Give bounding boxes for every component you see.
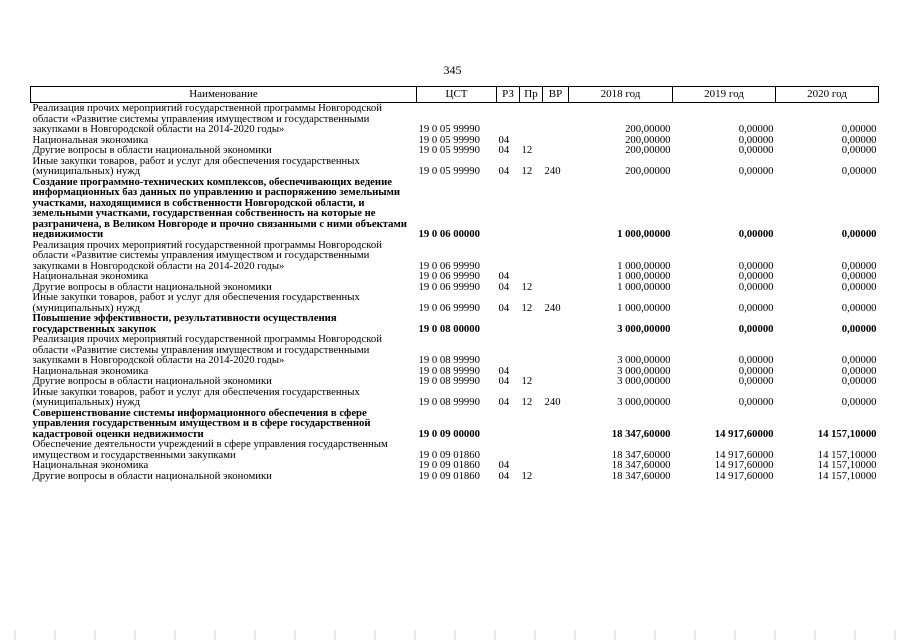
cell-cst: 19 0 06 99990 (418, 270, 480, 282)
header-vr: ВР (543, 87, 569, 103)
cell-cst: 19 0 05 99990 (418, 123, 480, 135)
header-cst: ЦСТ (417, 87, 497, 103)
cell-y2020: 14 157,10000 (817, 459, 877, 471)
cell-pr: 12 (521, 165, 533, 177)
cell-vr (543, 334, 569, 366)
cell-y2019: 14 917,60000 (714, 459, 774, 471)
page-number: 345 (443, 63, 462, 77)
cell-y2020: 14 157,10000 (817, 448, 877, 461)
cell-name: Создание программно-технических комплексов, обеспечивающих ведение информационных баз данных по управлению и распоряжению земельными участками, находящимися в собственности Новгородской области, и земельными участками, государственная собственность на которые не разграничена, в Великом Новгороде и прочно связанными с ними объектами недвижимости (32, 175, 407, 240)
cell-name: Реализация прочих мероприятий государственной программы Новгородской области «Развитие системы управления имуществом и государственными закупками в Новгородской области на 2014-2020 годы» (32, 102, 382, 135)
cell-rz: 04 (498, 144, 510, 156)
table-body (31, 103, 879, 482)
table-row (31, 145, 879, 156)
cell-y2020: 0,00000 (841, 375, 877, 387)
cell-rz (497, 408, 520, 440)
cell-rz: 04 (498, 375, 510, 387)
cell-rz: 04 (498, 459, 510, 471)
cell-cst: 19 0 06 99990 (418, 280, 480, 293)
table-header-row (31, 87, 879, 103)
table-row (31, 471, 879, 482)
cell-pr (520, 408, 543, 440)
table-row (31, 313, 879, 334)
cell-y2020: 0,00000 (841, 280, 877, 293)
cell-name: Национальная экономика (32, 133, 149, 146)
cell-y2018: 18 347,60000 (611, 448, 671, 461)
cell-y2019: 0,00000 (738, 144, 774, 156)
cell-y2020: 0,00000 (841, 301, 877, 314)
cell-pr (520, 103, 543, 135)
cell-pr (520, 271, 543, 282)
cell-y2020: 0,00000 (841, 364, 877, 377)
cell-pr (520, 439, 543, 460)
cell-vr (543, 313, 569, 334)
cell-pr (520, 460, 543, 471)
cell-y2018: 200,00000 (625, 133, 671, 146)
cell-vr (543, 439, 569, 460)
cell-cst: 19 0 08 99990 (418, 354, 480, 366)
cell-vr (543, 471, 569, 482)
cell-y2019: 0,00000 (738, 259, 774, 272)
budget-table (30, 86, 879, 481)
cell-name: Реализация прочих мероприятий государственной программы Новгородской области «Развитие системы управления имуществом и государственными закупками в Новгородской области на 2014-2020 годы» (32, 238, 382, 272)
cell-y2019: 0,00000 (738, 165, 774, 177)
cell-name: Другие вопросы в области национальной экономики (32, 280, 272, 293)
cell-cst: 19 0 08 99990 (418, 364, 480, 377)
cell-name: Совершенствование системы информационного обеспечения в сфере управления государственным имуществом и в сфере государственной кадастровой оценки недвижимости (32, 406, 371, 440)
cell-vr (543, 271, 569, 282)
cell-vr (543, 366, 569, 377)
cell-pr (520, 240, 543, 272)
cell-vr (543, 282, 569, 293)
cell-vr (543, 460, 569, 471)
cell-rz (497, 240, 520, 272)
cell-rz: 04 (498, 469, 510, 482)
table-row (31, 177, 879, 240)
cell-pr: 12 (521, 469, 533, 482)
cell-vr (543, 177, 569, 240)
header-2020: 2020 год (776, 87, 879, 103)
table-row (31, 271, 879, 282)
scan-noise-strip (0, 630, 905, 640)
header-rz: РЗ (497, 87, 520, 103)
cell-name: Иные закупки товаров, работ и услуг для обеспечения государственных (муниципальных) нужд (32, 291, 360, 314)
cell-y2020: 14 157,10000 (817, 469, 877, 482)
cell-pr: 12 (521, 280, 533, 293)
cell-y2020: 14 157,10000 (817, 427, 877, 440)
cell-name: Реализация прочих мероприятий государственной программы Новгородской области «Развитие системы управления имуществом и государственными закупками в Новгородской области на 2014-2020 годы» (32, 333, 382, 366)
cell-y2020: 0,00000 (841, 123, 877, 135)
cell-cst: 19 0 06 99990 (418, 301, 480, 314)
cell-y2020: 0,00000 (841, 259, 877, 272)
cell-y2018: 3 000,00000 (617, 322, 671, 335)
table-row (31, 460, 879, 471)
cell-cst: 19 0 06 99990 (418, 259, 480, 272)
cell-y2019: 0,00000 (738, 123, 774, 135)
cell-y2018: 1 000,00000 (617, 259, 671, 272)
cell-y2019: 14 917,60000 (714, 448, 774, 461)
cell-rz: 04 (498, 270, 510, 282)
cell-vr (543, 376, 569, 387)
cell-pr (520, 334, 543, 366)
cell-name: Национальная экономика (32, 270, 149, 282)
cell-y2018: 18 347,60000 (611, 427, 671, 440)
cell-y2019: 0,00000 (738, 354, 774, 366)
cell-y2020: 0,00000 (841, 354, 877, 366)
cell-cst: 19 0 06 00000 (418, 228, 480, 240)
cell-y2018: 200,00000 (625, 123, 671, 135)
header-pr: Пр (520, 87, 543, 103)
cell-y2019: 0,00000 (738, 375, 774, 387)
cell-rz (497, 334, 520, 366)
cell-y2019: 0,00000 (738, 280, 774, 293)
table-row (31, 240, 879, 272)
cell-vr (543, 408, 569, 440)
cell-y2018: 200,00000 (625, 165, 671, 177)
cell-rz: 04 (498, 301, 510, 314)
cell-rz: 04 (498, 165, 510, 177)
cell-vr (543, 103, 569, 135)
cell-name: Другие вопросы в области национальной экономики (32, 469, 272, 482)
header-2018: 2018 год (569, 87, 673, 103)
cell-rz: 04 (498, 133, 510, 146)
cell-y2018: 3 000,00000 (617, 375, 671, 387)
cell-y2019: 14 917,60000 (714, 469, 774, 482)
cell-cst: 19 0 05 99990 (418, 165, 480, 177)
cell-vr: 240 (544, 396, 561, 408)
cell-vr (543, 135, 569, 146)
cell-name: Повышение эффективности, результативности осуществления государственных закупок (32, 312, 337, 335)
cell-pr: 12 (521, 144, 533, 156)
cell-vr (543, 145, 569, 156)
cell-pr: 12 (521, 301, 533, 314)
header-name: Наименование (31, 87, 417, 103)
cell-cst: 19 0 09 01860 (418, 459, 480, 471)
cell-cst: 19 0 09 01860 (418, 469, 480, 482)
cell-name: Иные закупки товаров, работ и услуг для обеспечения государственных (муниципальных) нужд (32, 154, 360, 177)
table-row (31, 334, 879, 366)
cell-y2018: 1 000,00000 (617, 280, 671, 293)
cell-y2018: 200,00000 (625, 144, 671, 156)
cell-y2018: 1 000,00000 (617, 228, 671, 240)
cell-name: Иные закупки товаров, работ и услуг для обеспечения государственных (муниципальных) нужд (32, 385, 360, 408)
cell-y2019: 0,00000 (738, 133, 774, 146)
cell-y2018: 1 000,00000 (617, 301, 671, 314)
table-row (31, 292, 879, 313)
cell-y2018: 18 347,60000 (611, 459, 671, 471)
cell-name: Другие вопросы в области национальной экономики (32, 144, 272, 156)
table-row (31, 408, 879, 440)
table-row (31, 103, 879, 135)
cell-rz: 04 (498, 364, 510, 377)
table-row (31, 387, 879, 408)
cell-cst: 19 0 05 99990 (418, 144, 480, 156)
cell-cst: 19 0 05 99990 (418, 133, 480, 146)
cell-pr (520, 177, 543, 240)
cell-pr (520, 313, 543, 334)
cell-y2019: 0,00000 (738, 396, 774, 408)
cell-rz (497, 439, 520, 460)
table-row (31, 156, 879, 177)
cell-cst: 19 0 08 99990 (418, 375, 480, 387)
cell-y2019: 0,00000 (738, 322, 774, 335)
cell-name: Национальная экономика (32, 364, 149, 377)
cell-y2020: 0,00000 (841, 270, 877, 282)
cell-y2020: 0,00000 (841, 144, 877, 156)
cell-rz: 04 (498, 396, 510, 408)
cell-y2018: 18 347,60000 (611, 469, 671, 482)
cell-y2018: 3 000,00000 (617, 396, 671, 408)
table-row (31, 376, 879, 387)
cell-y2019: 0,00000 (738, 301, 774, 314)
cell-name: Другие вопросы в области национальной экономики (32, 375, 272, 387)
cell-cst: 19 0 08 99990 (418, 396, 480, 408)
cell-y2018: 1 000,00000 (617, 270, 671, 282)
cell-pr: 12 (521, 375, 533, 387)
cell-y2019: 14 917,60000 (714, 427, 774, 440)
cell-cst: 19 0 08 00000 (418, 322, 480, 335)
cell-rz (497, 313, 520, 334)
cell-vr: 240 (544, 301, 561, 314)
cell-y2019: 0,00000 (738, 270, 774, 282)
cell-rz (497, 177, 520, 240)
cell-cst: 19 0 09 01860 (418, 448, 480, 461)
cell-y2020: 0,00000 (841, 396, 877, 408)
table-row (31, 439, 879, 460)
cell-vr (543, 240, 569, 272)
cell-y2018: 3 000,00000 (617, 364, 671, 377)
header-2019: 2019 год (673, 87, 776, 103)
cell-y2019: 0,00000 (738, 364, 774, 377)
cell-y2020: 0,00000 (841, 165, 877, 177)
cell-y2020: 0,00000 (841, 133, 877, 146)
cell-rz (497, 103, 520, 135)
cell-y2020: 0,00000 (841, 228, 877, 240)
cell-vr: 240 (544, 165, 561, 177)
cell-y2018: 3 000,00000 (617, 354, 671, 366)
cell-y2020: 0,00000 (841, 322, 877, 335)
cell-name: Обеспечение деятельности учреждений в сфере управления государственным имуществом и государственными закупками (32, 438, 388, 461)
cell-name: Национальная экономика (32, 459, 149, 471)
cell-y2019: 0,00000 (738, 228, 774, 240)
cell-cst: 19 0 09 00000 (418, 427, 480, 440)
cell-pr: 12 (521, 396, 533, 408)
cell-rz: 04 (498, 280, 510, 293)
